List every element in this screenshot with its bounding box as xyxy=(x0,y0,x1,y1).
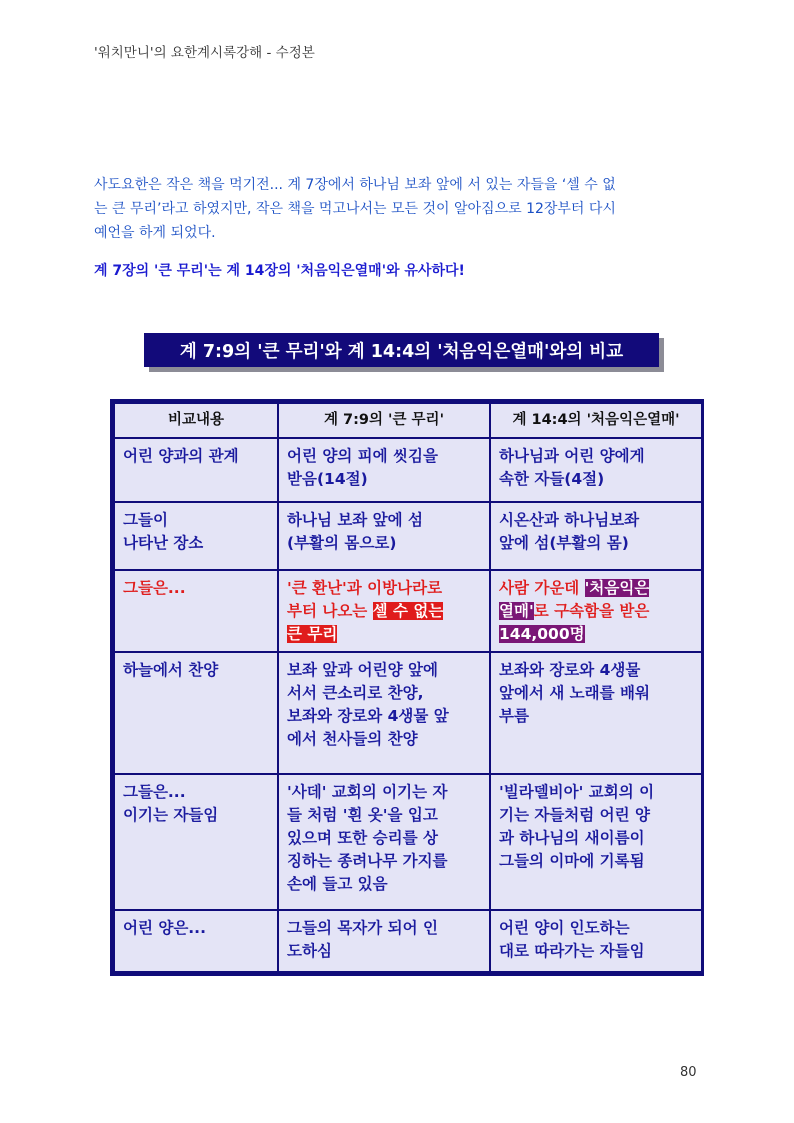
cell-great-multitude xyxy=(278,652,490,774)
cell-firstfruits xyxy=(490,774,702,910)
intro-line: 사도요한은 작은 책을 먹기전... 계 7장에서 하나님 보좌 앞에 서 있는 자들을 ‘셀 수 없 xyxy=(94,177,616,193)
intro-line: 예언을 하게 되었다. xyxy=(94,225,216,241)
cell-line: 그들의 목자가 되어 인 xyxy=(287,919,438,937)
cell-great-multitude xyxy=(278,502,490,570)
row-label xyxy=(114,570,278,652)
cell-line: '빌라델비아' 교회의 이 xyxy=(499,783,655,801)
cell-line: 속한 자들(4절) xyxy=(499,470,605,488)
cell-line: 어린 양의 피에 씻김을 xyxy=(287,447,438,465)
cell-line: 그들은... xyxy=(123,579,186,597)
highlighted-text: 열매' xyxy=(499,602,534,620)
cell-line xyxy=(499,600,693,623)
highlighted-text: 144,000명 xyxy=(499,625,585,643)
table-row xyxy=(114,910,702,972)
cell-line xyxy=(287,600,481,623)
cell-line: 부름 xyxy=(499,707,529,725)
cell-line: 그들은... xyxy=(123,783,186,801)
row-label xyxy=(114,502,278,570)
table-row xyxy=(114,570,702,652)
header-cell-firstfruits: 계 14:4의 '처음익은열매' xyxy=(490,403,702,438)
cell-line: 그들이 xyxy=(123,511,168,529)
cell-line xyxy=(287,623,481,646)
cell-line: 보좌와 장로와 4생물 앞 xyxy=(287,707,449,725)
cell-firstfruits xyxy=(490,910,702,972)
cell-line xyxy=(499,623,693,646)
cell-great-multitude xyxy=(278,774,490,910)
row-label xyxy=(114,910,278,972)
text-run: 부터 나오는 xyxy=(287,602,373,620)
table-row xyxy=(114,438,702,502)
cell-line: 앞에서 새 노래를 배워 xyxy=(499,684,650,702)
cell-line: 대로 따라가는 자들임 xyxy=(499,942,645,960)
cell-line: 어린 양은... xyxy=(123,919,206,937)
row-label xyxy=(114,652,278,774)
table-row xyxy=(114,652,702,774)
cell-line: 어린 양이 인도하는 xyxy=(499,919,630,937)
row-label xyxy=(114,774,278,910)
cell-line: 어린 양과의 관계 xyxy=(123,447,239,465)
cell-line: 에서 천사들의 찬양 xyxy=(287,730,418,748)
highlighted-text: 셀 수 없는 xyxy=(372,602,444,620)
cell-line: 이기는 자들임 xyxy=(123,806,219,824)
cell-line: (부활의 몸으로) xyxy=(287,534,397,552)
cell-line: '사데' 교회의 이기는 자 xyxy=(287,783,448,801)
cell-great-multitude xyxy=(278,910,490,972)
cell-line: 서서 큰소리로 찬양, xyxy=(287,684,424,702)
cell-line: 그들의 이마에 기록됨 xyxy=(499,852,645,870)
cell-line: 손에 들고 있음 xyxy=(287,875,388,893)
cell-firstfruits xyxy=(490,652,702,774)
table-row xyxy=(114,774,702,910)
row-label xyxy=(114,438,278,502)
page-number: 80 xyxy=(680,1065,697,1080)
cell-line: 앞에 섬(부활의 몸) xyxy=(499,534,629,552)
comparison-table xyxy=(110,399,704,976)
cell-line: 하나님과 어린 양에게 xyxy=(499,447,645,465)
cell-line: 시온산과 하나님보좌 xyxy=(499,511,640,529)
header-cell-compare: 비교내용 xyxy=(114,403,278,438)
highlighted-text: '처음익은 xyxy=(584,579,650,597)
highlighted-text: 큰 무리 xyxy=(287,625,338,643)
page-header: '워치만니'의 요한계시록강해 - 수정본 xyxy=(94,45,315,61)
cell-line: 있으며 또한 승리를 상 xyxy=(287,829,438,847)
cell-line: 받음(14절) xyxy=(287,470,368,488)
cell-line: 보좌 앞과 어린양 앞에 xyxy=(287,661,438,679)
cell-line: 하늘에서 찬양 xyxy=(123,661,219,679)
table-row xyxy=(114,502,702,570)
cell-line: 과 하나님의 새이름이 xyxy=(499,829,645,847)
cell-line: '큰 환난'과 이방나라로 xyxy=(287,579,443,597)
cell-line: 들 처럼 '흰 옷'을 입고 xyxy=(287,806,438,824)
cell-line: 보좌와 장로와 4생물 xyxy=(499,661,641,679)
intro-paragraph xyxy=(94,173,706,245)
cell-line: 기는 자들처럼 어린 양 xyxy=(499,806,650,824)
cell-great-multitude xyxy=(278,570,490,652)
cell-firstfruits xyxy=(490,438,702,502)
bold-statement: 계 7장의 '큰 무리'는 계 14장의 '처음익은열매'와 유사하다! xyxy=(94,263,465,279)
text-run: 사람 가운데 xyxy=(499,579,585,597)
cell-line: 도하심 xyxy=(287,942,332,960)
text-run: 로 구속함을 받은 xyxy=(533,602,650,620)
table-title: 계 7:9의 '큰 무리'와 계 14:4의 '처음익은열매'와의 비교 xyxy=(144,333,659,367)
table-header-row xyxy=(114,403,702,438)
cell-line xyxy=(499,577,693,600)
intro-line: 는 큰 무리’라고 하였지만, 작은 책을 먹고나서는 모든 것이 알아짐으로 12장부터 다시 xyxy=(94,201,616,217)
cell-great-multitude xyxy=(278,438,490,502)
cell-line: 하나님 보좌 앞에 섬 xyxy=(287,511,423,529)
cell-line: 나타난 장소 xyxy=(123,534,204,552)
cell-firstfruits xyxy=(490,502,702,570)
cell-firstfruits xyxy=(490,570,702,652)
header-cell-great-multitude: 계 7:9의 '큰 무리' xyxy=(278,403,490,438)
cell-line: 징하는 종려나무 가지를 xyxy=(287,852,448,870)
